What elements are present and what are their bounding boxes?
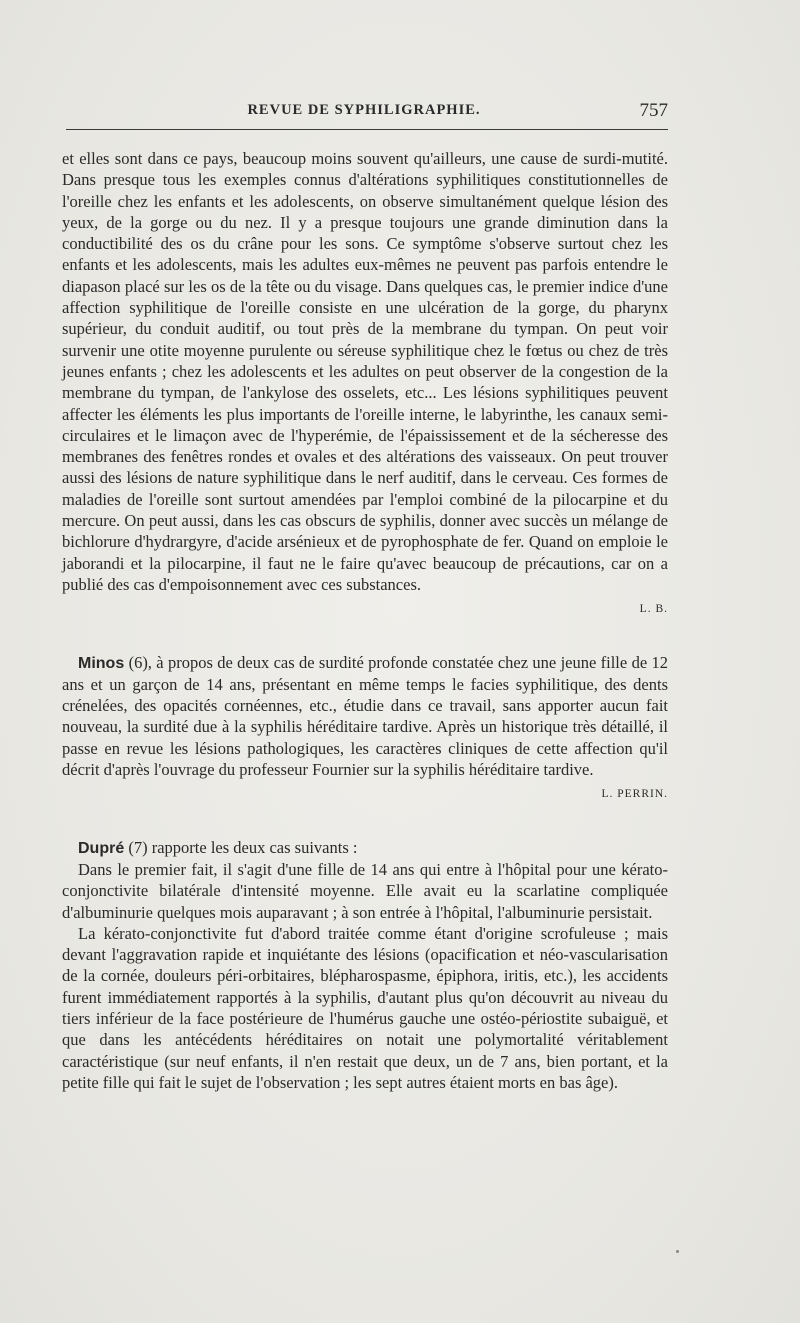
paragraph: et elles sont dans ce pays, beaucoup moins souvent qu'ailleurs, une cause de surdi-mutité. Dans presque tous les exemples connus d'altérations syphilitiques constitutionnelles de l'oreille chez les enfants et les adolescents, on observe simultanément quelque lésion des yeux, de la gorge ou du nez. Il y a presque toujours une grande diminution dans la conductibilité des os du crâne pour les sons. Ce symptôme s'observe surtout chez les enfants et les adolescents, mais les adultes eux-mêmes ne peuvent pas parfois entendre le diapason placé sur les os de la tête ou du visage. Dans quelques cas, le premier indice d'une affection syphilitique de l'oreille consiste en une ulcération de la gorge, du pharynx supérieur, du conduit auditif, ou tout près de la membrane du tympan. On peut voir survenir une otite moyenne purulente ou séreuse syphilitique chez le fœtus ou chez de très jeunes enfants ; chez les adolescents et les adultes on peut observer de la congestion de la membrane du tympan, de l'ankylose des osselets, etc... Les lésions syphilitiques peuvent affecter les éléments les plus importants de l'oreille interne, le labyrinthe, les canaux semi-circulaires et le limaçon avec de l'hyperémie, de l'épaississement et de la sécheresse des membranes des fenêtres rondes et ovales et des altérations des vaisseaux. On peut trouver aussi des lésions de nature syphilitique dans le nerf auditif, dans le cerveau. Ces formes de maladies de l'oreille sont surtout amendées par l'emploi combiné de la pilocarpine et du mercure. On peut aussi, dans les cas obscurs de syphilis, donner avec succès un mélange de bichlorure d'hydrargyre, d'acide arsénieux et de pyrophosphate de fer. Quand on emploie le jaborandi et la pilocarpine, il faut ne le faire qu'avec beaucoup de précautions, car on a publié des cas d'empoisonnement avec ces substances. [62,149,668,594]
article-section-minos [62,652,668,806]
paragraph-text: (7) rapporte les deux cas suivants : [124,837,358,857]
paragraph [62,837,668,859]
article-section-otology [62,148,668,621]
article-section-dupre [62,837,668,1094]
running-head [60,100,668,126]
paper-speck [676,1250,679,1253]
paragraph [62,652,668,781]
signature: L. PERRIN. [601,788,668,801]
header-rule [66,129,668,130]
page-number: 757 [639,100,668,121]
signature: L. B. [639,603,668,616]
author-name: Dupré [78,839,125,857]
paragraph: La kérato-conjonctivite fut d'abord traitée comme étant d'origine scrofuleuse ; mais devant l'aggravation rapide et inquiétante des lésions (opacification et néo-vascularisation de la cornée, douleurs péri-orbitaires, blépharospasme, épiphora, iritis, etc.), les accidents furent immédiatement rapportés à la syphilis, d'autant plus qu'on découvrit au niveau du tiers inférieur de la face postérieure de l'humérus gauche une ostéo-périostite subaiguë, et que dans les antécédents héréditaires on notait une polymortalité véritablement caractéristique (sur neuf enfants, il n'en restait que deux, un de 7 ans, bien portant, et la petite fille qui fait le sujet de l'observation ; les sept autres étaient morts en bas âge). [62,923,668,1092]
paragraph: Dans le premier fait, il s'agit d'une fille de 14 ans qui entre à l'hôpital pour une kérato-conjonctivite bilatérale d'intensité moyenne. Elle avait eu la scarlatine compliquée d'albuminurie quelques mois auparavant ; à son entrée à l'hôpital, l'albuminurie persistait. [62,859,668,922]
paragraph-text: (6), à propos de deux cas de surdité profonde constatée chez une jeune fille de 12 ans et un garçon de 14 ans, présentant en même temps le facies syphilitique, des dents crénelées, des opacités cornéennes, etc., étudie dans ce travail, sans apporter aucun fait nouveau, la surdité due à la syphilis héréditaire tardive. Après un historique très détaillé, il passe en revue les lésions pathologiques, les caractères cliniques de cette affection qu'il décrit d'après l'ouvrage du professeur Fournier sur la syphilis héréditaire tardive. [62,652,668,780]
body-text [62,148,668,1093]
running-title: REVUE DE SYPHILIGRAPHIE. [247,102,481,118]
author-name: Minos [78,654,125,672]
